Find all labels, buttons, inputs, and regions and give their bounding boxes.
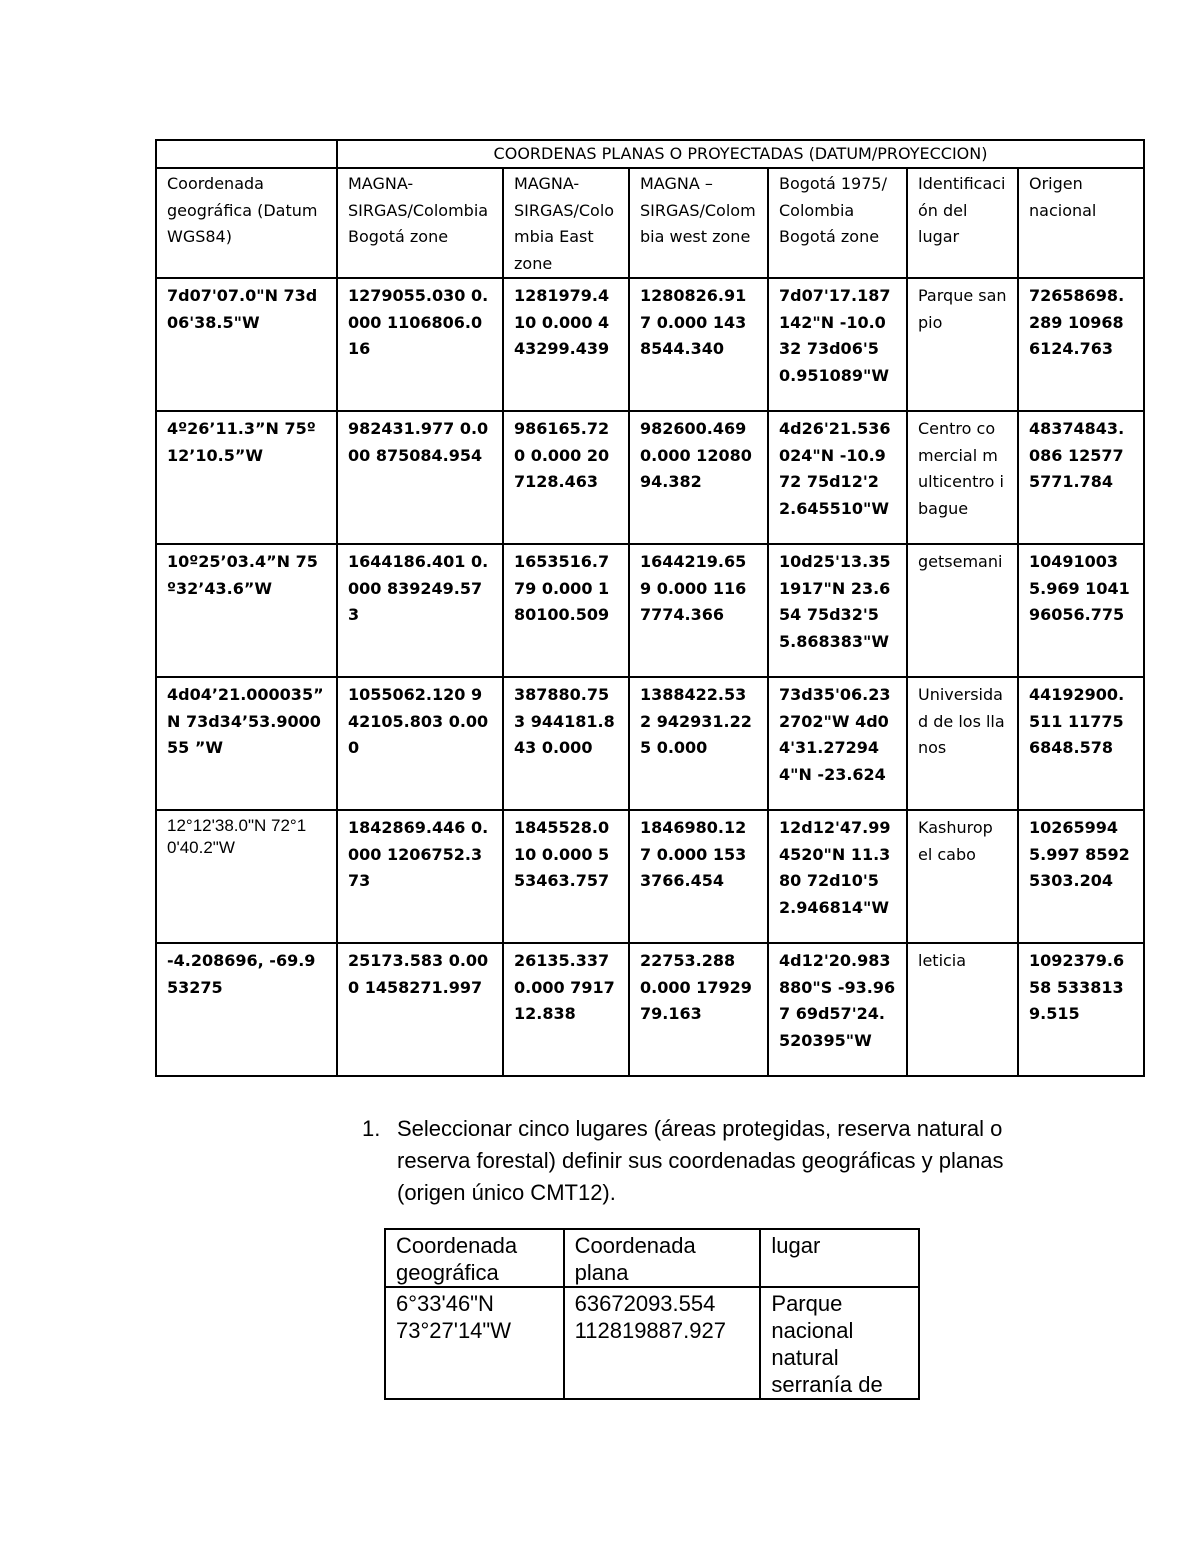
header-geographic-coordinate: Coordenada geográfica	[385, 1229, 564, 1287]
cell-place: Centro comercial multicentro ibague	[907, 411, 1018, 544]
cell-magna-east: 986165.720 0.000 207128.463	[503, 411, 629, 544]
table-row	[156, 411, 1144, 544]
instruction-text: Seleccionar cinco lugares (áreas protegidas, reserva natural o reserva forestal) definir sus coordenadas geográficas y planas (origen único CMT12).	[397, 1116, 1004, 1205]
cell-magna-west: 1644219.659 0.000 1167774.366	[629, 544, 768, 677]
cell-national-origin: 102659945.997 85925303.204	[1018, 810, 1144, 943]
cell-geographic: 10º25’03.4”N 75º32’43.6”W	[156, 544, 337, 677]
table-row	[156, 544, 1144, 677]
cell-magna-bogota: 1279055.030 0.000 1106806.016	[337, 278, 503, 411]
cell-geographic: -4.208696, -69.953275	[156, 943, 337, 1076]
cell-place: leticia	[907, 943, 1018, 1076]
cell-magna-bogota: 1644186.401 0.000 839249.573	[337, 544, 503, 677]
cell-magna-east: 387880.753 944181.843 0.000	[503, 677, 629, 810]
coordinates-table	[155, 139, 1145, 1077]
cell-magna-west: 1846980.127 0.000 1533766.454	[629, 810, 768, 943]
table-header-row	[156, 168, 1144, 278]
cell-geographic: 7d07'07.0"N 73d06'38.5"W	[156, 278, 337, 411]
cell-magna-east: 1653516.779 0.000 180100.509	[503, 544, 629, 677]
table-super-header-row	[156, 140, 1144, 168]
cell-place: getsemani	[907, 544, 1018, 677]
header-bogota-1975: Bogotá 1975/ Colombia Bogotá zone	[768, 168, 907, 278]
cell-geographic: 4d04’21.000035” N 73d34’53.900055 ”W	[156, 677, 337, 810]
cell-bogota-1975: 73d35'06.232702"W 4d04'31.272944"N -23.624	[768, 677, 907, 810]
cell-national-origin: 44192900.511 117756848.578	[1018, 677, 1144, 810]
table-row	[385, 1287, 919, 1399]
cell-magna-west: 1388422.532 942931.225 0.000	[629, 677, 768, 810]
cell-plane-text: 63672093.554 112819887.927	[574, 1291, 726, 1343]
instruction-number: 1.	[362, 1116, 381, 1141]
table-row	[156, 810, 1144, 943]
cell-bogota-1975: 10d25'13.351917"N 23.654 75d32'55.868383"W	[768, 544, 907, 677]
cell-geographic-text: 6°33'46"N 73°27'14"W	[396, 1291, 511, 1343]
header-geographic-coordinate: Coordenada geográfica (Datum WGS84)	[156, 168, 337, 278]
cell-plane	[564, 1287, 761, 1399]
cell-national-origin: 104910035.969 104196056.775	[1018, 544, 1144, 677]
table-row	[156, 278, 1144, 411]
cell-geographic	[385, 1287, 564, 1399]
header-national-origin: Origen nacional	[1018, 168, 1144, 278]
cell-magna-east: 1281979.410 0.000 443299.439	[503, 278, 629, 411]
cell-national-origin: 72658698.289 109686124.763	[1018, 278, 1144, 411]
cell-national-origin: 48374843.086 125775771.784	[1018, 411, 1144, 544]
cell-magna-west: 1280826.917 0.000 1438544.340	[629, 278, 768, 411]
cell-magna-west: 982600.469 0.000 1208094.382	[629, 411, 768, 544]
cell-magna-west: 22753.288 0.000 1792979.163	[629, 943, 768, 1076]
cell-magna-bogota: 25173.583 0.000 1458271.997	[337, 943, 503, 1076]
cell-bogota-1975: 4d12'20.983880"S -93.967 69d57'24.520395"W	[768, 943, 907, 1076]
header-magna-east: MAGNA-SIRGAS/Colombia East zone	[503, 168, 629, 278]
cell-national-origin: 1092379.658 5338139.515	[1018, 943, 1144, 1076]
cell-magna-bogota: 982431.977 0.000 875084.954	[337, 411, 503, 544]
places-table	[384, 1228, 920, 1400]
header-plane-coordinate: Coordenada plana	[564, 1229, 761, 1287]
cell-bogota-1975: 4d26'21.536024"N -10.972 75d12'22.645510"W	[768, 411, 907, 544]
header-magna-bogota: MAGNA-SIRGAS/Colombia Bogotá zone	[337, 168, 503, 278]
instruction-item	[362, 1113, 1042, 1209]
table-row	[156, 943, 1144, 1076]
cell-magna-bogota: 1055062.120 942105.803 0.000	[337, 677, 503, 810]
table-row	[156, 677, 1144, 810]
empty-corner-cell	[156, 140, 337, 168]
header-magna-west: MAGNA – SIRGAS/Colombia west zone	[629, 168, 768, 278]
cell-place: Kashurop el cabo	[907, 810, 1018, 943]
cell-magna-bogota: 1842869.446 0.000 1206752.373	[337, 810, 503, 943]
header-place: lugar	[760, 1229, 919, 1287]
cell-magna-east: 1845528.010 0.000 553463.757	[503, 810, 629, 943]
cell-geographic: 12°12'38.0"N 72°10'40.2"W	[156, 810, 337, 943]
cell-place: Parque san pio	[907, 278, 1018, 411]
header-place-identification: Identificación del lugar	[907, 168, 1018, 278]
cell-geographic: 4º26’11.3”N 75º12’10.5”W	[156, 411, 337, 544]
cell-place	[760, 1287, 919, 1399]
cell-bogota-1975: 7d07'17.187142"N -10.032 73d06'50.951089"W	[768, 278, 907, 411]
cell-place-text: Parque nacional natural serranía de	[771, 1291, 883, 1397]
projected-coordinates-title: COORDENAS PLANAS O PROYECTADAS (DATUM/PROYECCION)	[337, 140, 1144, 168]
cell-magna-east: 26135.337 0.000 791712.838	[503, 943, 629, 1076]
cell-place: Universidad de los llanos	[907, 677, 1018, 810]
places-header-row	[385, 1229, 919, 1287]
cell-bogota-1975: 12d12'47.994520"N 11.380 72d10'52.946814"W	[768, 810, 907, 943]
